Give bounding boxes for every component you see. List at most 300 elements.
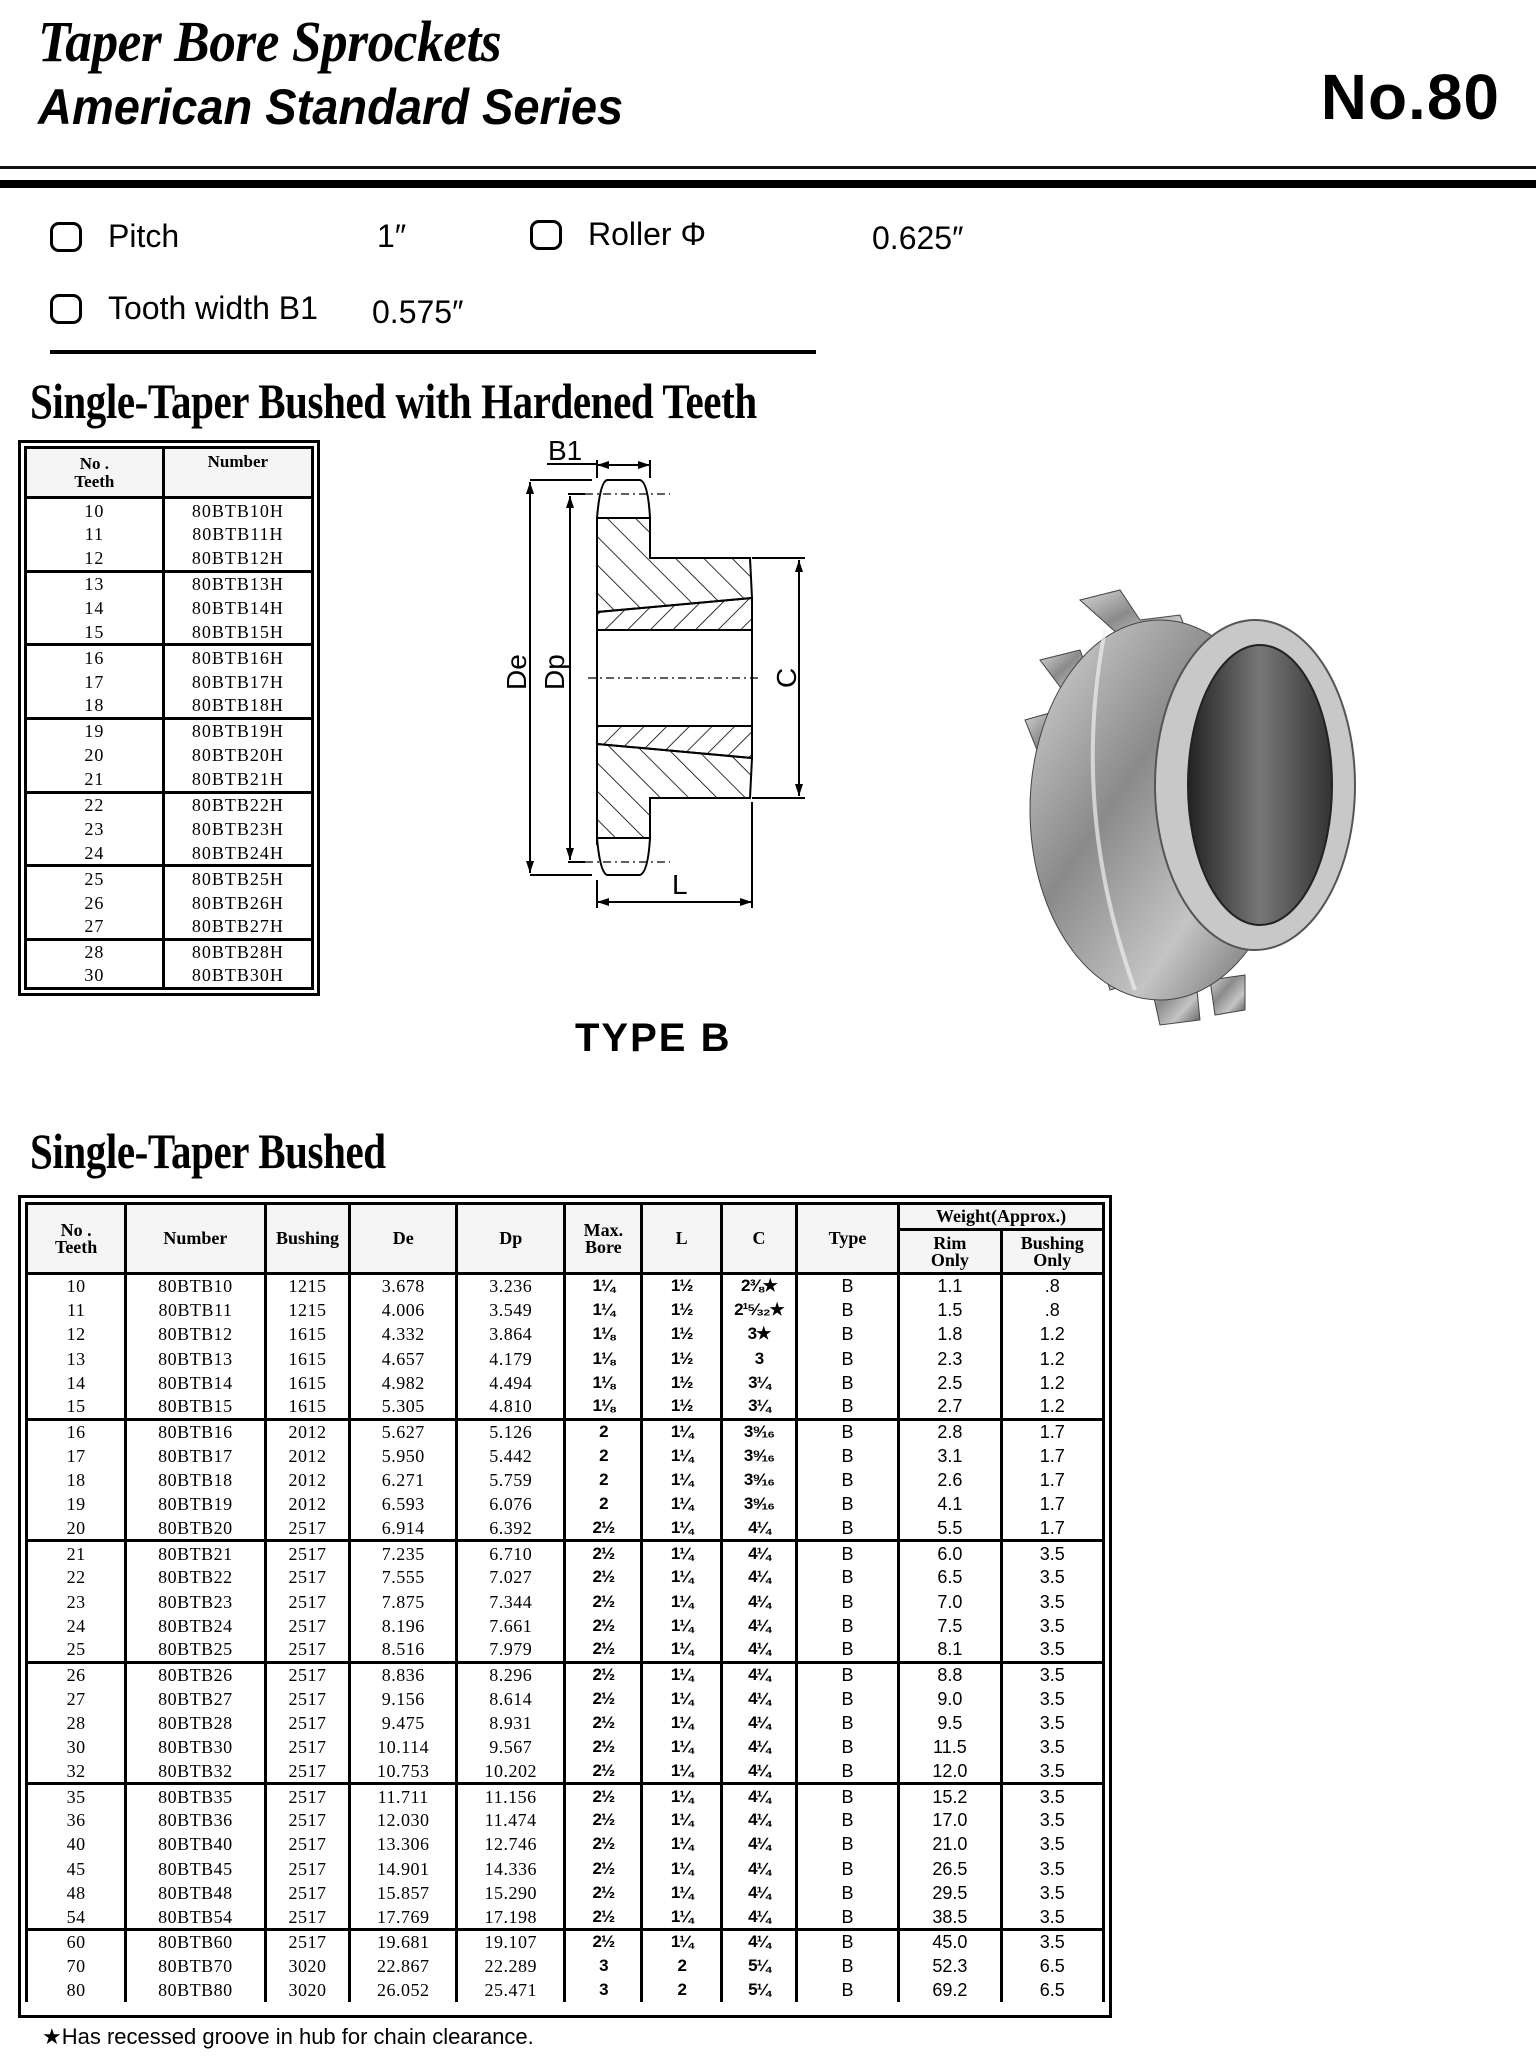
- table-row: [26, 645, 313, 670]
- cell-de: 14.901: [350, 1857, 456, 1881]
- cell-number: 80BTB17: [126, 1444, 265, 1468]
- checkbox-icon: [50, 222, 82, 252]
- cell-teeth: 21: [26, 768, 164, 793]
- cell-teeth: 24: [26, 841, 164, 866]
- cell-number: 80BTB35: [126, 1784, 265, 1808]
- single-taper-bushed-table: [18, 1195, 1112, 2018]
- cell-bushing-weight: 3.5: [1001, 1857, 1103, 1881]
- cell-type: B: [796, 1954, 898, 1978]
- cell-teeth: 48: [27, 1881, 126, 1905]
- cell-bushing-weight: 1.7: [1001, 1492, 1103, 1516]
- cell-bushing-weight: 1.2: [1001, 1346, 1103, 1370]
- col-header-type: Type: [796, 1204, 898, 1274]
- cell-bushing: 2517: [265, 1930, 350, 1954]
- cell-teeth: 14: [26, 596, 164, 621]
- cell-number: 80BTB13: [126, 1346, 265, 1370]
- cell-rim-weight: 45.0: [899, 1930, 1001, 1954]
- cell-de: 7.555: [350, 1565, 456, 1589]
- cell-bushing: 2517: [265, 1808, 350, 1832]
- spec-roller: [530, 216, 706, 253]
- cell-teeth: 20: [26, 743, 164, 768]
- cell-number: 80BTB40: [126, 1832, 265, 1856]
- cell-number: 80BTB11H: [163, 522, 312, 547]
- table-row: [26, 915, 313, 940]
- cell-bushing-weight: 3.5: [1001, 1735, 1103, 1759]
- cell-dp: 17.198: [456, 1905, 565, 1929]
- cell-bushing: 2517: [265, 1832, 350, 1856]
- cell-teeth: 30: [26, 964, 164, 989]
- cell-c: 2⅜★: [722, 1274, 797, 1298]
- col-header-rim-only: Rim Only: [899, 1230, 1001, 1274]
- cell-max-bore: 2½: [565, 1614, 642, 1638]
- cell-de: 3.678: [350, 1274, 456, 1298]
- cell-type: B: [796, 1444, 898, 1468]
- cell-bushing: 2012: [265, 1468, 350, 1492]
- cell-de: 12.030: [350, 1808, 456, 1832]
- cell-number: 80BTB18H: [163, 694, 312, 719]
- cell-l: 1¼: [642, 1638, 722, 1662]
- cell-number: 80BTB21: [126, 1541, 265, 1565]
- cell-c: 4¼: [722, 1881, 797, 1905]
- cell-de: 8.196: [350, 1614, 456, 1638]
- table-row: [26, 669, 313, 694]
- cell-dp: 9.567: [456, 1735, 565, 1759]
- cell-de: 8.836: [350, 1662, 456, 1686]
- cell-c: 3⁹⁄₁₆: [722, 1492, 797, 1516]
- cell-l: 1¼: [642, 1905, 722, 1929]
- cell-bushing: 1615: [265, 1346, 350, 1370]
- col-header-de: De: [350, 1204, 456, 1274]
- cell-number: 80BTB13H: [163, 571, 312, 596]
- cell-teeth: 16: [27, 1419, 126, 1443]
- cell-c: 4¼: [722, 1711, 797, 1735]
- cell-type: B: [796, 1638, 898, 1662]
- cell-max-bore: 2½: [565, 1784, 642, 1808]
- cell-max-bore: 2½: [565, 1905, 642, 1929]
- cell-c: 4¼: [722, 1905, 797, 1929]
- col-header-bushing-only: Bushing Only: [1001, 1230, 1103, 1274]
- table-row: [26, 890, 313, 915]
- table-row: [26, 792, 313, 817]
- cell-max-bore: 1¼: [565, 1298, 642, 1322]
- cell-de: 11.711: [350, 1784, 456, 1808]
- cell-dp: 4.810: [456, 1395, 565, 1419]
- cell-c: 3¼: [722, 1395, 797, 1419]
- cell-c: 4¼: [722, 1589, 797, 1613]
- table-row: [26, 718, 313, 743]
- table-row: [27, 1468, 1104, 1492]
- table-row: [27, 1346, 1104, 1370]
- cell-rim-weight: 8.8: [899, 1662, 1001, 1686]
- cell-de: 7.235: [350, 1541, 456, 1565]
- cell-bushing-weight: 3.5: [1001, 1905, 1103, 1929]
- cell-max-bore: 2½: [565, 1541, 642, 1565]
- cell-teeth: 27: [26, 915, 164, 940]
- cell-rim-weight: 9.5: [899, 1711, 1001, 1735]
- cell-dp: 22.289: [456, 1954, 565, 1978]
- cell-c: 4¼: [722, 1614, 797, 1638]
- cell-teeth: 11: [27, 1298, 126, 1322]
- cell-dp: 8.296: [456, 1662, 565, 1686]
- cell-number: 80BTB16H: [163, 645, 312, 670]
- cell-teeth: 24: [27, 1614, 126, 1638]
- cell-bushing-weight: 3.5: [1001, 1759, 1103, 1783]
- cell-number: 80BTB30H: [163, 964, 312, 989]
- cell-teeth: 60: [27, 1930, 126, 1954]
- cell-l: 1¼: [642, 1565, 722, 1589]
- cell-max-bore: 1⅛: [565, 1322, 642, 1346]
- cell-bushing-weight: 3.5: [1001, 1711, 1103, 1735]
- cell-number: 80BTB10H: [163, 498, 312, 523]
- cell-bushing-weight: 1.2: [1001, 1395, 1103, 1419]
- cell-dp: 14.336: [456, 1857, 565, 1881]
- cell-de: 17.769: [350, 1905, 456, 1929]
- footnote: ★Has recessed groove in hub for chain clearance.: [42, 2024, 534, 2049]
- cell-rim-weight: 8.1: [899, 1638, 1001, 1662]
- cell-max-bore: 2½: [565, 1832, 642, 1856]
- cell-number: 80BTB15: [126, 1395, 265, 1419]
- cell-teeth: 21: [27, 1541, 126, 1565]
- cell-number: 80BTB32: [126, 1759, 265, 1783]
- cell-bushing: 2517: [265, 1881, 350, 1905]
- cell-bushing-weight: 1.2: [1001, 1322, 1103, 1346]
- cell-dp: 5.759: [456, 1468, 565, 1492]
- cell-number: 80BTB48: [126, 1881, 265, 1905]
- cell-c: 5¼: [722, 1954, 797, 1978]
- cell-number: 80BTB36: [126, 1808, 265, 1832]
- cell-l: 1¼: [642, 1857, 722, 1881]
- cell-dp: 10.202: [456, 1759, 565, 1783]
- cell-max-bore: 3: [565, 1978, 642, 2002]
- table-row: [27, 1954, 1104, 1978]
- cell-bushing-weight: 3.5: [1001, 1662, 1103, 1686]
- cell-teeth: 13: [27, 1346, 126, 1370]
- cell-rim-weight: 7.5: [899, 1614, 1001, 1638]
- cell-dp: 6.076: [456, 1492, 565, 1516]
- cell-bushing: 2517: [265, 1735, 350, 1759]
- cell-type: B: [796, 1395, 898, 1419]
- cell-bushing: 2517: [265, 1589, 350, 1613]
- cell-teeth: 16: [26, 645, 164, 670]
- cell-max-bore: 1⅛: [565, 1346, 642, 1370]
- section-title-bushed: Single-Taper Bushed: [30, 1123, 386, 1179]
- cell-rim-weight: 6.5: [899, 1565, 1001, 1589]
- cell-number: 80BTB20H: [163, 743, 312, 768]
- col-header-number: Number: [126, 1204, 265, 1274]
- cell-dp: 7.661: [456, 1614, 565, 1638]
- table-row: [27, 1274, 1104, 1298]
- cell-type: B: [796, 1274, 898, 1298]
- cell-teeth: 26: [27, 1662, 126, 1686]
- cell-teeth: 32: [27, 1759, 126, 1783]
- table-row: [26, 547, 313, 572]
- cell-dp: 3.864: [456, 1322, 565, 1346]
- cell-l: 1½: [642, 1346, 722, 1370]
- table-row: [27, 1687, 1104, 1711]
- table-row: [26, 498, 313, 523]
- cell-bushing-weight: 1.7: [1001, 1468, 1103, 1492]
- cell-teeth: 15: [26, 620, 164, 645]
- cell-dp: 8.931: [456, 1711, 565, 1735]
- cell-type: B: [796, 1735, 898, 1759]
- cell-bushing-weight: 3.5: [1001, 1784, 1103, 1808]
- table-row: [27, 1395, 1104, 1419]
- cell-c: 4¼: [722, 1735, 797, 1759]
- cell-c: 4¼: [722, 1930, 797, 1954]
- cell-teeth: 19: [27, 1492, 126, 1516]
- cell-l: 1½: [642, 1298, 722, 1322]
- cell-number: 80BTB19: [126, 1492, 265, 1516]
- cell-number: 80BTB12: [126, 1322, 265, 1346]
- cell-dp: 7.979: [456, 1638, 565, 1662]
- cell-bushing: 2517: [265, 1857, 350, 1881]
- cell-l: 1¼: [642, 1808, 722, 1832]
- cell-de: 8.516: [350, 1638, 456, 1662]
- cell-l: 1½: [642, 1274, 722, 1298]
- table-row: [26, 841, 313, 866]
- cell-rim-weight: 2.5: [899, 1371, 1001, 1395]
- cell-l: 1¼: [642, 1444, 722, 1468]
- cell-number: 80BTB24H: [163, 841, 312, 866]
- cell-teeth: 10: [27, 1274, 126, 1298]
- cell-dp: 4.494: [456, 1371, 565, 1395]
- cell-de: 19.681: [350, 1930, 456, 1954]
- cell-bushing: 1215: [265, 1298, 350, 1322]
- cell-teeth: 27: [27, 1687, 126, 1711]
- cell-bushing-weight: 1.7: [1001, 1444, 1103, 1468]
- cell-l: 1¼: [642, 1662, 722, 1686]
- spec-pitch-label: Pitch: [108, 218, 180, 254]
- col-header-weight: Weight(Approx.): [899, 1204, 1104, 1230]
- table-row: [26, 620, 313, 645]
- table-row: [27, 1784, 1104, 1808]
- cell-type: B: [796, 1832, 898, 1856]
- table-row: [27, 1978, 1104, 2002]
- spec-roller-label: Roller Φ: [588, 216, 706, 252]
- cell-c: 3⁹⁄₁₆: [722, 1419, 797, 1443]
- cell-l: 1¼: [642, 1468, 722, 1492]
- table-row: [26, 743, 313, 768]
- cell-teeth: 15: [27, 1395, 126, 1419]
- cell-teeth: 20: [27, 1516, 126, 1540]
- cell-number: 80BTB14H: [163, 596, 312, 621]
- cell-l: 1¼: [642, 1687, 722, 1711]
- cell-dp: 6.392: [456, 1516, 565, 1540]
- table-row: [27, 1298, 1104, 1322]
- cell-teeth: 54: [27, 1905, 126, 1929]
- cell-l: 1¼: [642, 1541, 722, 1565]
- table-row: [27, 1516, 1104, 1540]
- cell-rim-weight: 7.0: [899, 1589, 1001, 1613]
- cell-teeth: 36: [27, 1808, 126, 1832]
- cell-dp: 7.027: [456, 1565, 565, 1589]
- table-row: [27, 1711, 1104, 1735]
- cell-number: 80BTB19H: [163, 718, 312, 743]
- cell-l: 1½: [642, 1395, 722, 1419]
- cell-rim-weight: 52.3: [899, 1954, 1001, 1978]
- sprocket-photo: [1010, 560, 1370, 1040]
- spec-divider: [50, 350, 816, 354]
- cell-max-bore: 2½: [565, 1759, 642, 1783]
- cell-l: 1½: [642, 1371, 722, 1395]
- cell-number: 80BTB23: [126, 1589, 265, 1613]
- cell-number: 80BTB60: [126, 1930, 265, 1954]
- cell-max-bore: 2½: [565, 1589, 642, 1613]
- cell-type: B: [796, 1687, 898, 1711]
- cell-max-bore: 2½: [565, 1516, 642, 1540]
- cell-bushing-weight: 3.5: [1001, 1541, 1103, 1565]
- cell-l: 1¼: [642, 1759, 722, 1783]
- cell-c: 4¼: [722, 1759, 797, 1783]
- cell-teeth: 28: [26, 939, 164, 964]
- cell-c: 4¼: [722, 1784, 797, 1808]
- cell-bushing-weight: 3.5: [1001, 1832, 1103, 1856]
- cell-rim-weight: 6.0: [899, 1541, 1001, 1565]
- cell-l: 1¼: [642, 1832, 722, 1856]
- cell-rim-weight: 1.5: [899, 1298, 1001, 1322]
- header-rule-thick: [0, 180, 1536, 188]
- cell-number: 80BTB18: [126, 1468, 265, 1492]
- cell-number: 80BTB30: [126, 1735, 265, 1759]
- cell-teeth: 40: [27, 1832, 126, 1856]
- cell-bushing: 2012: [265, 1492, 350, 1516]
- cell-l: 2: [642, 1954, 722, 1978]
- cell-max-bore: 2½: [565, 1857, 642, 1881]
- cell-teeth: 25: [26, 866, 164, 891]
- cell-l: 1¼: [642, 1614, 722, 1638]
- cell-type: B: [796, 1930, 898, 1954]
- cell-bushing: 2012: [265, 1444, 350, 1468]
- cell-dp: 5.442: [456, 1444, 565, 1468]
- table-row: [27, 1857, 1104, 1881]
- cell-number: 80BTB15H: [163, 620, 312, 645]
- cell-teeth: 13: [26, 571, 164, 596]
- cell-number: 80BTB25: [126, 1638, 265, 1662]
- cell-type: B: [796, 1905, 898, 1929]
- cell-bushing-weight: .8: [1001, 1298, 1103, 1322]
- cell-bushing: 1615: [265, 1371, 350, 1395]
- cell-dp: 7.344: [456, 1589, 565, 1613]
- cell-c: 3⁹⁄₁₆: [722, 1468, 797, 1492]
- diagram-type-label: TYPE B: [575, 1016, 732, 1060]
- cell-teeth: 23: [26, 817, 164, 842]
- cell-number: 80BTB17H: [163, 669, 312, 694]
- cell-c: 3: [722, 1346, 797, 1370]
- spec-pitch-value: 1″: [377, 218, 407, 254]
- series-number: No.80: [1320, 61, 1500, 133]
- table-row: [26, 522, 313, 547]
- cell-rim-weight: 2.6: [899, 1468, 1001, 1492]
- cell-number: 80BTB25H: [163, 866, 312, 891]
- cell-de: 7.875: [350, 1589, 456, 1613]
- cell-dp: 25.471: [456, 1978, 565, 2002]
- cell-type: B: [796, 1492, 898, 1516]
- cell-rim-weight: 9.0: [899, 1687, 1001, 1711]
- cell-de: 4.982: [350, 1371, 456, 1395]
- cell-number: 80BTB70: [126, 1954, 265, 1978]
- cell-max-bore: 2½: [565, 1565, 642, 1589]
- cell-max-bore: 1⅛: [565, 1371, 642, 1395]
- cell-teeth: 11: [26, 522, 164, 547]
- cell-de: 6.914: [350, 1516, 456, 1540]
- cell-bushing: 2517: [265, 1905, 350, 1929]
- cell-type: B: [796, 1419, 898, 1443]
- cell-teeth: 17: [27, 1444, 126, 1468]
- spec-tooth-width: [50, 290, 318, 327]
- cell-rim-weight: 4.1: [899, 1492, 1001, 1516]
- cell-rim-weight: 2.8: [899, 1419, 1001, 1443]
- col-header-c: C: [722, 1204, 797, 1274]
- cell-bushing-weight: 3.5: [1001, 1687, 1103, 1711]
- cell-bushing: 2517: [265, 1541, 350, 1565]
- cell-dp: 12.746: [456, 1832, 565, 1856]
- table-row: [27, 1419, 1104, 1443]
- cell-number: 80BTB80: [126, 1978, 265, 2002]
- cell-rim-weight: 2.3: [899, 1346, 1001, 1370]
- cell-teeth: 18: [26, 694, 164, 719]
- cell-bushing-weight: 3.5: [1001, 1589, 1103, 1613]
- cell-bushing-weight: 1.2: [1001, 1371, 1103, 1395]
- table-row: [27, 1565, 1104, 1589]
- cell-type: B: [796, 1371, 898, 1395]
- table-row: [27, 1832, 1104, 1856]
- cell-bushing-weight: 3.5: [1001, 1614, 1103, 1638]
- cell-rim-weight: 11.5: [899, 1735, 1001, 1759]
- col-header-teeth: No . Teeth: [27, 1204, 126, 1274]
- cell-de: 13.306: [350, 1832, 456, 1856]
- cell-type: B: [796, 1711, 898, 1735]
- cell-dp: 8.614: [456, 1687, 565, 1711]
- cell-de: 6.593: [350, 1492, 456, 1516]
- cell-l: 1½: [642, 1322, 722, 1346]
- cell-type: B: [796, 1978, 898, 2002]
- table-row: [27, 1808, 1104, 1832]
- cell-bushing-weight: 6.5: [1001, 1954, 1103, 1978]
- cell-rim-weight: 21.0: [899, 1832, 1001, 1856]
- cell-bushing: 3020: [265, 1978, 350, 2002]
- cell-l: 1¼: [642, 1711, 722, 1735]
- table-row: [26, 768, 313, 793]
- cell-max-bore: 2½: [565, 1881, 642, 1905]
- cell-de: 10.114: [350, 1735, 456, 1759]
- cell-bushing: 2517: [265, 1614, 350, 1638]
- cell-number: 80BTB28H: [163, 939, 312, 964]
- cell-bushing-weight: 6.5: [1001, 1978, 1103, 2002]
- cell-number: 80BTB11: [126, 1298, 265, 1322]
- cell-type: B: [796, 1322, 898, 1346]
- cell-c: 3⁹⁄₁₆: [722, 1444, 797, 1468]
- cell-de: 6.271: [350, 1468, 456, 1492]
- cell-rim-weight: 1.8: [899, 1322, 1001, 1346]
- cell-type: B: [796, 1565, 898, 1589]
- cell-max-bore: 1¼: [565, 1274, 642, 1298]
- cell-teeth: 70: [27, 1954, 126, 1978]
- cell-c: 4¼: [722, 1565, 797, 1589]
- cell-rim-weight: 15.2: [899, 1784, 1001, 1808]
- spec-tooth-width-value: 0.575″: [372, 294, 464, 330]
- cell-de: 22.867: [350, 1954, 456, 1978]
- cell-bushing: 3020: [265, 1954, 350, 1978]
- cell-max-bore: 1⅛: [565, 1395, 642, 1419]
- cell-de: 5.950: [350, 1444, 456, 1468]
- cell-bushing-weight: 3.5: [1001, 1930, 1103, 1954]
- col-header-max-bore: Max. Bore: [565, 1204, 642, 1274]
- cell-bushing: 1215: [265, 1274, 350, 1298]
- cell-de: 4.657: [350, 1346, 456, 1370]
- svg-text:L: L: [672, 869, 688, 900]
- svg-text:Dp: Dp: [539, 654, 570, 690]
- page-title: Taper Bore Sprockets: [38, 9, 502, 74]
